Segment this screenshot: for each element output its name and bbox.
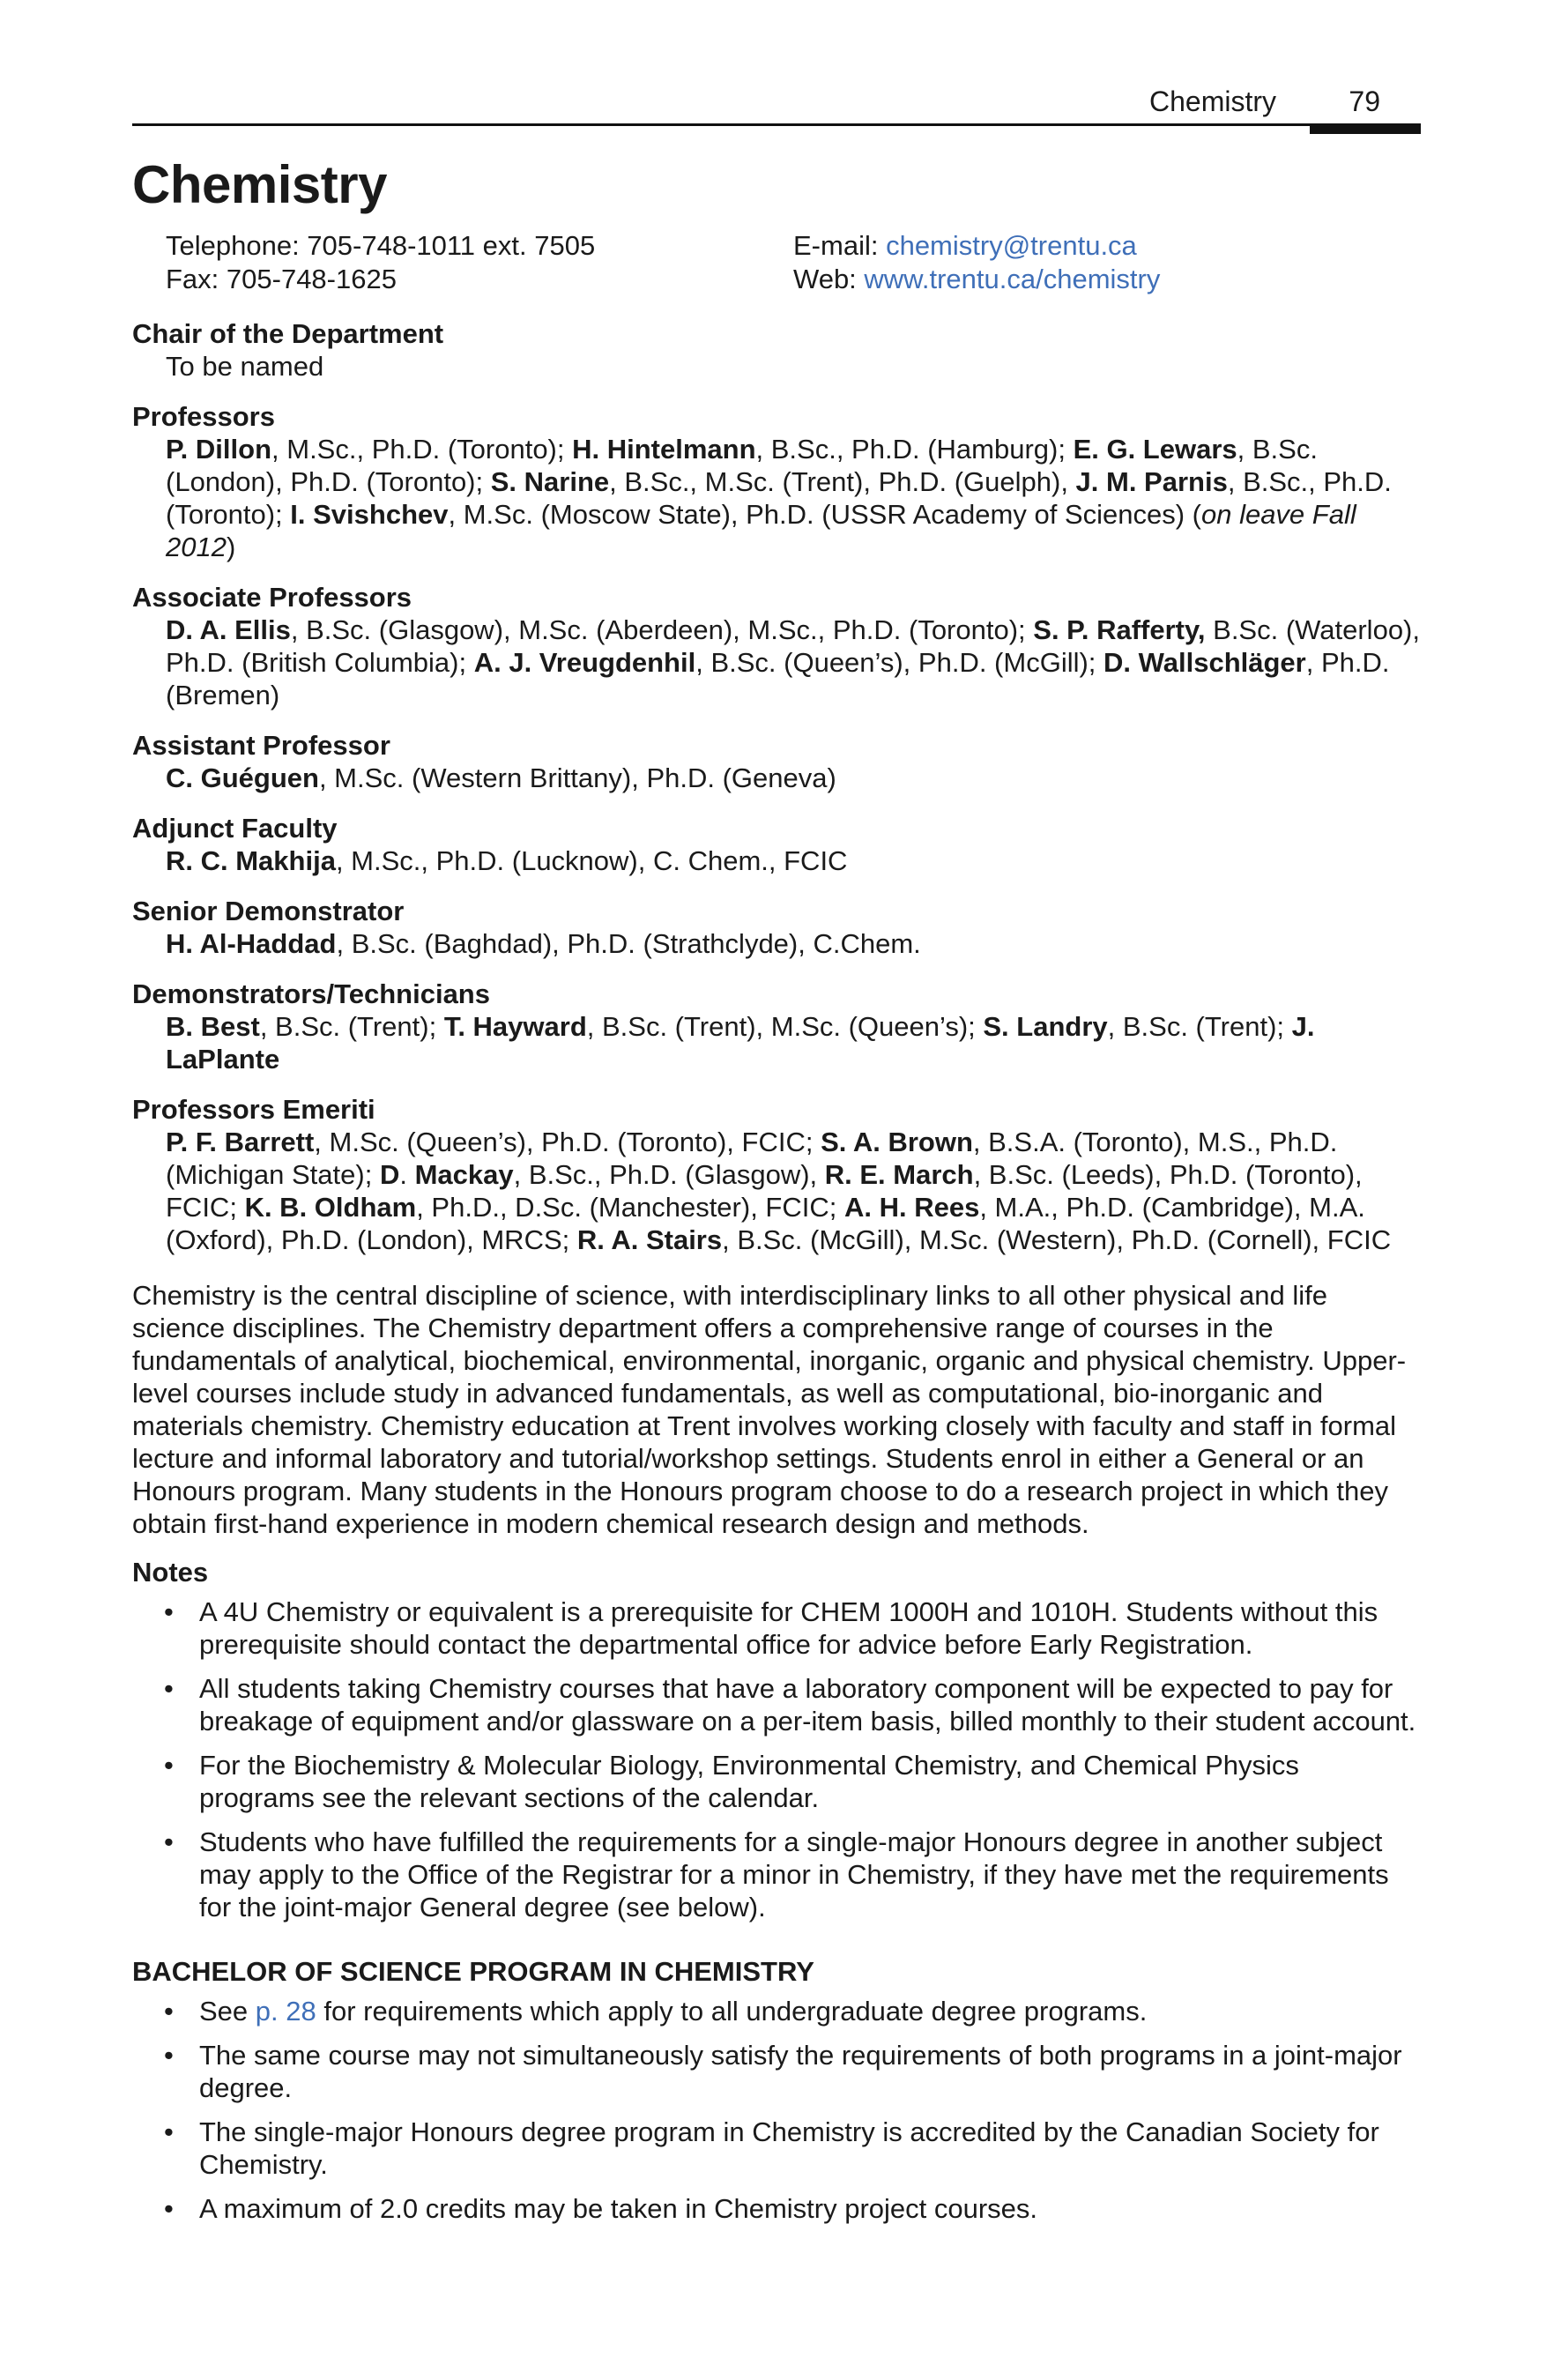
assistant-professor-section bbox=[132, 729, 1421, 794]
faculty-credentials: , M.Sc. (Queen’s), Ph.D. (Toronto), FCIC; bbox=[314, 1127, 821, 1157]
faculty-name: H. Hintelmann bbox=[572, 434, 756, 465]
faculty-name: R. E. March bbox=[824, 1159, 974, 1190]
faculty-credentials: , B.Sc. (London), Ph.D. (Toronto); bbox=[166, 434, 1318, 497]
faculty-list bbox=[132, 1126, 1421, 1256]
bullet-icon: • bbox=[164, 1826, 174, 1857]
associate-professors-section bbox=[132, 581, 1421, 711]
faculty-list bbox=[132, 844, 1421, 877]
contact-phone-block bbox=[166, 229, 595, 296]
leave-note: on leave Fall 2012 bbox=[166, 499, 1356, 562]
intro-paragraph: Chemistry is the central discipline of science, with interdisciplinary links to all other physical and life science disciplines. The Chemistry department offers a comprehensive range of courses in the fundamentals of analytical, biochemical, environmental, inorganic, organic and physical chemistry. Upper-level courses include study in advanced fundamentals, as well as computational, bio-inorganic and materials chemistry. Chemistry education at Trent involves working closely with faculty and staff in formal lecture and informal laboratory and tutorial/workshop settings. Students enrol in either a General or an Honours program. Many students in the Honours program choose to do a research project in which they obtain first-hand experience in modern chemical research design and methods. bbox=[132, 1280, 1407, 1539]
faculty-name: B. Best bbox=[166, 1011, 260, 1042]
item-text-before: See bbox=[199, 1996, 256, 2027]
running-title: Chemistry bbox=[1148, 86, 1276, 117]
faculty-list bbox=[132, 433, 1421, 563]
section-heading: Associate Professors bbox=[132, 582, 412, 613]
faculty-name: I. Svishchev bbox=[290, 499, 449, 530]
section-heading: Professors bbox=[132, 401, 275, 432]
faculty-list bbox=[132, 614, 1421, 711]
faculty-list bbox=[132, 762, 1421, 794]
chair-text: To be named bbox=[166, 351, 324, 382]
email-link[interactable]: chemistry@trentu.ca bbox=[886, 230, 1137, 261]
faculty-name: S. Narine bbox=[490, 466, 610, 497]
faculty-name: C. Guéguen bbox=[166, 762, 319, 793]
bullet-icon: • bbox=[164, 1596, 174, 1627]
faculty-credentials: , B.Sc. (Queen’s), Ph.D. (McGill); bbox=[695, 647, 1104, 678]
faculty-name: K. B. Oldham bbox=[244, 1192, 417, 1223]
faculty-credentials: , B.Sc. (Glasgow), M.Sc. (Aberdeen), M.Sc., Ph.D. (Toronto); bbox=[290, 614, 1034, 645]
list-item-text: The same course may not simultaneously satisfy the requirements of both programs in a joint-major degree. bbox=[199, 2040, 1402, 2103]
web-label: Web: bbox=[793, 264, 865, 294]
program-heading: BACHELOR OF SCIENCE PROGRAM IN CHEMISTRY bbox=[132, 1956, 814, 1987]
contact-online-block bbox=[793, 229, 1160, 296]
faculty-name: S. A. Brown bbox=[821, 1127, 973, 1157]
email-line bbox=[793, 229, 1160, 263]
faculty-credentials: , B.Sc. (McGill), M.Sc. (Western), Ph.D. (Cornell), FCIC bbox=[722, 1224, 1392, 1255]
faculty-credentials: , B.Sc. (Trent); bbox=[259, 1011, 444, 1042]
list-item-text: All students taking Chemistry courses that have a laboratory component will be expected to pay for breakage of equipment and/or glassware on a per-item basis, billed monthly to their student account. bbox=[199, 1673, 1416, 1737]
bullet-icon: • bbox=[164, 1673, 174, 1704]
department-title: Chemistry bbox=[132, 155, 387, 214]
bullet-icon: • bbox=[164, 1996, 174, 2027]
running-header bbox=[132, 81, 1421, 126]
faculty-credentials: , M.Sc., Ph.D. (Toronto); bbox=[271, 434, 573, 465]
faculty-name: Mackay bbox=[414, 1159, 514, 1190]
list-item bbox=[132, 1995, 1421, 2027]
list-item bbox=[132, 2116, 1421, 2181]
faculty-name: P. F. Barrett bbox=[166, 1127, 315, 1157]
page-number: 79 bbox=[1349, 86, 1380, 117]
faculty-name: E. G. Lewars bbox=[1073, 434, 1237, 465]
faculty-credentials: , B.Sc. (Leeds), Ph.D. (Toronto), FCIC; bbox=[166, 1159, 1363, 1223]
professors-emeriti-section bbox=[132, 1093, 1421, 1256]
faculty-credentials: , Ph.D., D.Sc. (Manchester), FCIC; bbox=[416, 1192, 844, 1223]
faculty-credentials: , B.Sc., Ph.D. (Toronto); bbox=[166, 466, 1392, 530]
section-heading: Senior Demonstrator bbox=[132, 896, 405, 926]
faculty-name: S. P. Rafferty, bbox=[1033, 614, 1206, 645]
list-item bbox=[132, 2039, 1421, 2104]
faculty-credentials: , M.Sc. (Western Brittany), Ph.D. (Geneva) bbox=[318, 762, 836, 793]
faculty-credentials: , B.Sc. (Trent); bbox=[1107, 1011, 1292, 1042]
notes-list bbox=[132, 1595, 1421, 1923]
professors-section bbox=[132, 400, 1421, 563]
faculty-credentials: , B.Sc., Ph.D. (Hamburg); bbox=[755, 434, 1074, 465]
list-item-text: The single-major Honours degree program in Chemistry is accredited by the Canadian Society for Chemistry. bbox=[199, 2116, 1379, 2180]
web-line bbox=[793, 263, 1160, 296]
bullet-icon: • bbox=[164, 2040, 174, 2071]
faculty-name: S. Landry bbox=[983, 1011, 1108, 1042]
notes-heading: Notes bbox=[132, 1557, 209, 1588]
faculty-credentials: , B.S.A. (Toronto), M.S., Ph.D. (Michigan State); bbox=[166, 1127, 1338, 1190]
fax: Fax: 705-748-1625 bbox=[166, 264, 397, 294]
faculty-credentials: . bbox=[399, 1159, 415, 1190]
faculty-list bbox=[132, 927, 1421, 960]
faculty-credentials: , Ph.D. (Bremen) bbox=[166, 647, 1390, 710]
faculty-name: A. J. Vreugdenhil bbox=[473, 647, 696, 678]
faculty-name: J. LaPlante bbox=[166, 1011, 1315, 1075]
faculty-name: P. Dillon bbox=[166, 434, 272, 465]
faculty-credentials: , B.Sc. (Trent), M.Sc. (Queen’s); bbox=[586, 1011, 984, 1042]
faculty-name: D bbox=[379, 1159, 400, 1190]
list-item bbox=[132, 1672, 1421, 1737]
chair-section bbox=[132, 317, 1421, 383]
section-heading: Adjunct Faculty bbox=[132, 813, 338, 844]
list-item-text: A maximum of 2.0 credits may be taken in Chemistry project courses. bbox=[199, 2193, 1038, 2224]
senior-demonstrator-section bbox=[132, 895, 1421, 960]
list-item-text: A 4U Chemistry or equivalent is a prerequisite for CHEM 1000H and 1010H. Students without this prerequisite should contact the departmental office for advice before Early Registration. bbox=[199, 1596, 1378, 1660]
page-tab-marker bbox=[1310, 123, 1421, 134]
closing-paren: ) bbox=[226, 532, 236, 562]
faculty-name: D. Wallschläger bbox=[1103, 647, 1306, 678]
item-text-after: for requirements which apply to all undergraduate degree programs. bbox=[316, 1996, 1148, 2027]
faculty-name: T. Hayward bbox=[443, 1011, 587, 1042]
faculty-name: A. H. Rees bbox=[843, 1192, 980, 1223]
list-item-text: For the Biochemistry & Molecular Biology, Environmental Chemistry, and Chemical Physics programs see the relevant sections of the calendar. bbox=[199, 1750, 1299, 1813]
list-item bbox=[132, 1595, 1421, 1661]
faculty-name: H. Al-Haddad bbox=[166, 928, 337, 959]
bullet-icon: • bbox=[164, 2116, 174, 2147]
faculty-name: J. M. Parnis bbox=[1075, 466, 1228, 497]
section-heading: Demonstrators/Technicians bbox=[132, 978, 490, 1009]
faculty-name: R. A. Stairs bbox=[576, 1224, 723, 1255]
section-heading: Professors Emeriti bbox=[132, 1094, 375, 1125]
adjunct-faculty-section bbox=[132, 812, 1421, 877]
faculty-credentials: , M.Sc. (Moscow State), Ph.D. (USSR Academy of Sciences) ( bbox=[448, 499, 1201, 530]
main-content bbox=[132, 317, 1421, 2236]
faculty-list bbox=[132, 1010, 1421, 1075]
faculty-name: R. C. Makhija bbox=[166, 845, 336, 876]
faculty-credentials: , B.Sc., Ph.D. (Glasgow), bbox=[513, 1159, 825, 1190]
faculty-credentials: , B.Sc. (Baghdad), Ph.D. (Strathclyde), C.Chem. bbox=[336, 928, 921, 959]
program-requirements-list bbox=[132, 1995, 1421, 2225]
section-heading: Chair of the Department bbox=[132, 318, 444, 349]
list-item bbox=[132, 1826, 1421, 1923]
faculty-credentials: , M.Sc., Ph.D. (Lucknow), C. Chem., FCIC bbox=[335, 845, 848, 876]
faculty-credentials: B.Sc. (Waterloo), Ph.D. (British Columbia); bbox=[166, 614, 1420, 678]
demonstrators-section bbox=[132, 978, 1421, 1075]
web-link[interactable]: www.trentu.ca/chemistry bbox=[864, 264, 1161, 294]
section-heading: Assistant Professor bbox=[132, 730, 390, 761]
list-item-text: Students who have fulfilled the requirements for a single-major Honours degree in another subject may apply to the Office of the Registrar for a minor in Chemistry, if they have met the requirements for the joint-major General degree (see below). bbox=[199, 1826, 1389, 1923]
list-item bbox=[132, 1749, 1421, 1814]
bullet-icon: • bbox=[164, 2193, 174, 2224]
telephone: Telephone: 705-748-1011 ext. 7505 bbox=[166, 230, 596, 261]
page-link[interactable]: p. 28 bbox=[255, 1996, 316, 2027]
list-item bbox=[132, 2192, 1421, 2225]
bullet-icon: • bbox=[164, 1750, 174, 1781]
faculty-name: D. A. Ellis bbox=[166, 614, 291, 645]
faculty-credentials: , M.A., Ph.D. (Cambridge), M.A. (Oxford), Ph.D. (London), MRCS; bbox=[166, 1192, 1365, 1255]
faculty-credentials: , B.Sc., M.Sc. (Trent), Ph.D. (Guelph), bbox=[609, 466, 1076, 497]
email-label: E-mail: bbox=[793, 230, 887, 261]
